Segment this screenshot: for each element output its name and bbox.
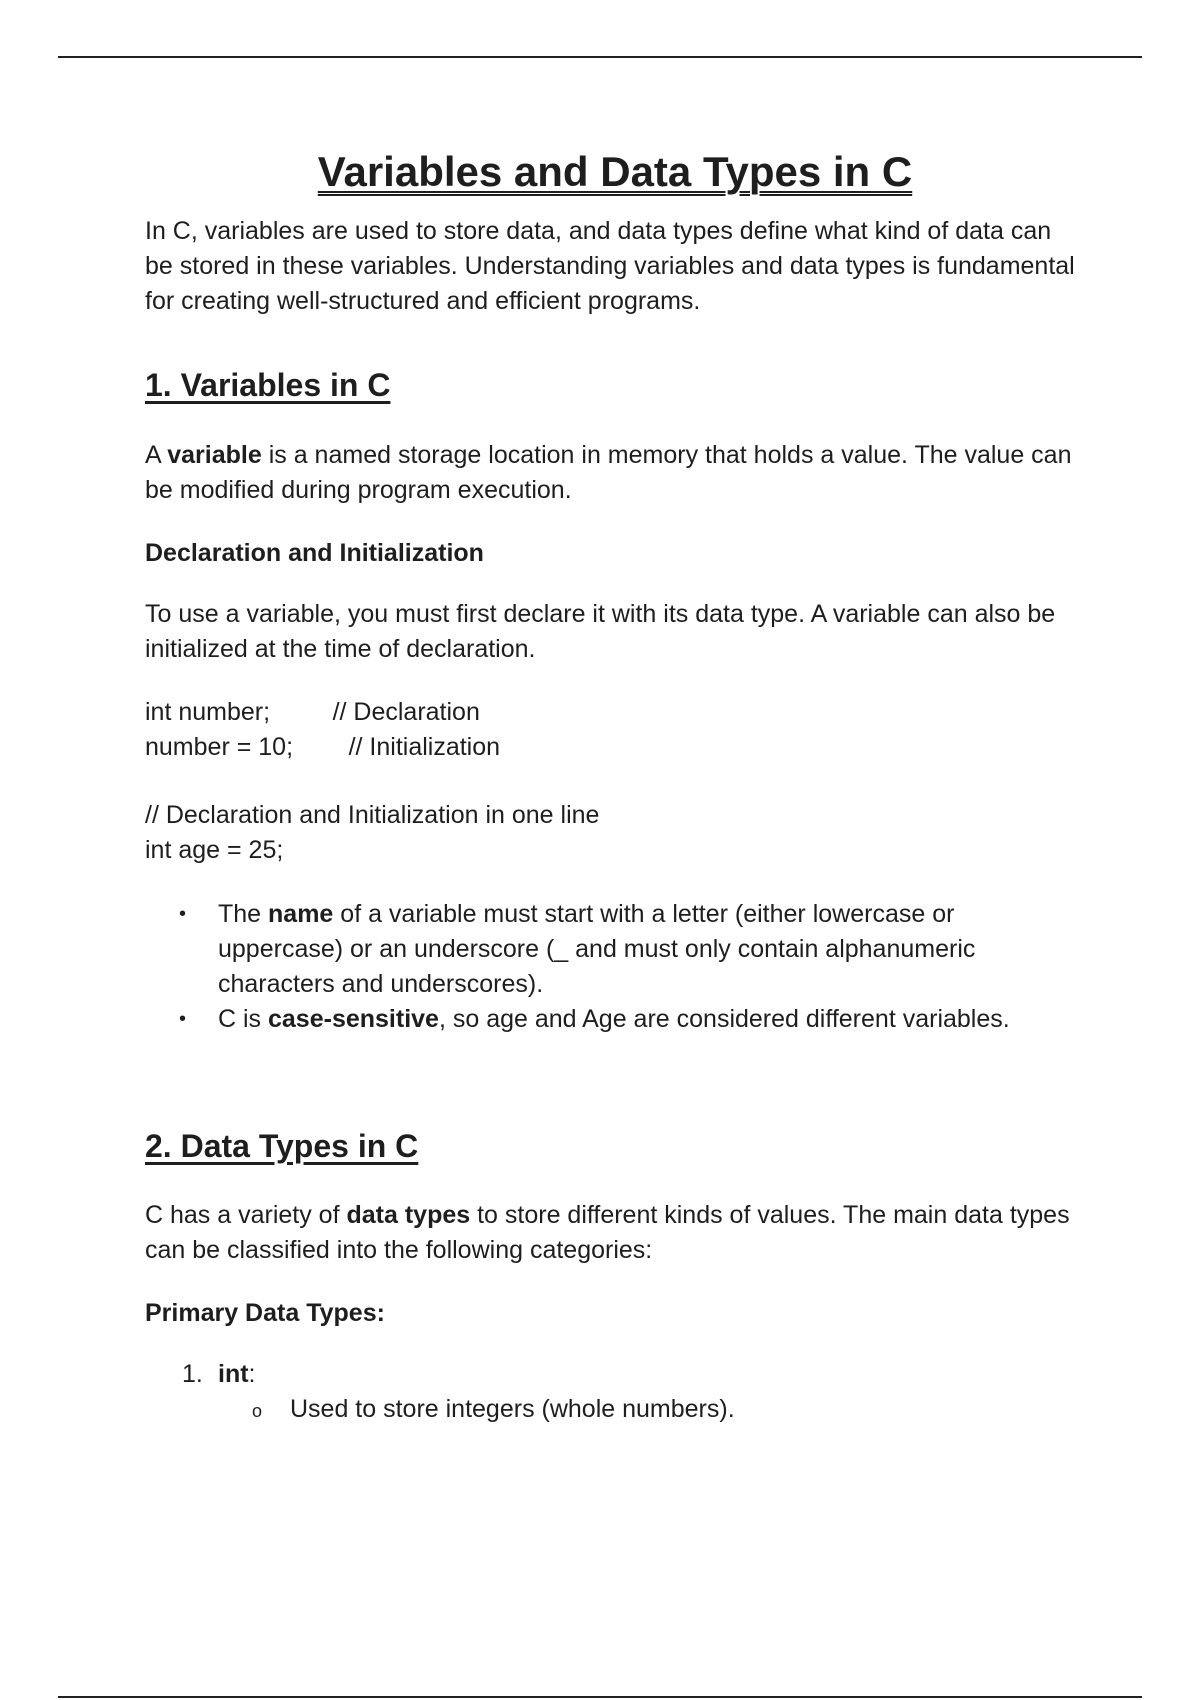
int-label: int <box>218 1360 249 1388</box>
variable-definition-paragraph: A variable is a named storage location in memory that holds a value. The value can be modified during program execution. <box>145 441 1072 504</box>
declaration-paragraph: To use a variable, you must first declare it with its data type. A variable can also be initialized at the time of declaration. <box>145 600 1056 663</box>
variable-rules-list <box>145 897 1085 1037</box>
data-types-paragraph: C has a variety of data types to store different kinds of values. The main data types can be classified into the following categories: <box>145 1201 1070 1264</box>
section2-heading: 2. Data Types in C <box>145 1128 419 1164</box>
section1-heading: 1. Variables in C <box>145 367 391 403</box>
primary-types-subheading: Primary Data Types: <box>145 1299 385 1327</box>
list-item: • C is case-sensitive, so age and Age are considered different variables. <box>145 1002 1085 1037</box>
intro-paragraph: In C, variables are used to store data, and data types define what kind of data can be stored in these variables. Understanding variables and data types is fundamental for creating well-structured and efficient programs. <box>145 217 1075 315</box>
list-item: • The name of a variable must start with a letter (either lowercase or uppercase) or an underscore (_ and must only contain alphanumeric characters and underscores). <box>145 897 1085 1002</box>
bottom-rule <box>58 1696 1142 1698</box>
code-line-declaration: int number; // Declaration <box>145 698 480 726</box>
code-line-age: int age = 25; <box>145 836 284 864</box>
item-number: 1. <box>182 1360 203 1388</box>
circle-bullet-icon: o <box>252 1401 263 1421</box>
page-title: Variables and Data Types in C <box>317 148 913 195</box>
declaration-subheading: Declaration and Initialization <box>145 539 484 567</box>
code-line-comment: // Declaration and Initialization in one line <box>145 801 600 829</box>
top-rule <box>58 56 1142 58</box>
code-line-initialization: number = 10; // Initialization <box>145 733 501 761</box>
